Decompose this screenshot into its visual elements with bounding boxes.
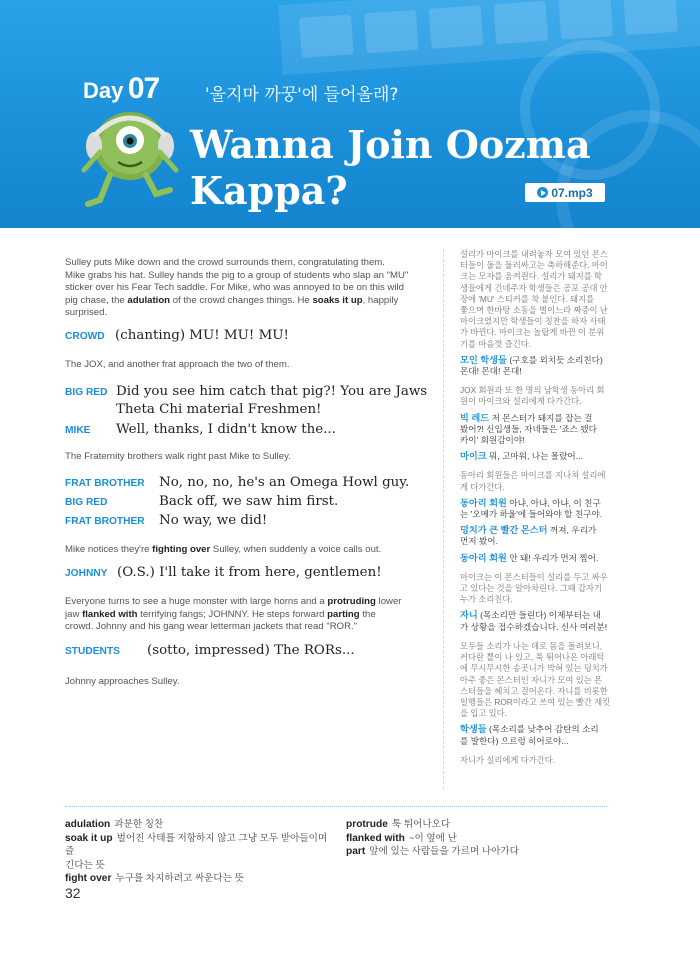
speaker-name: FRAT BROTHER bbox=[65, 515, 145, 527]
dialogue-text: (sotto, impressed) The RORs... bbox=[147, 642, 355, 658]
korean-dialogue: 덩치가 큰 빨간 몬스터 꺼져, 우리가 먼저 봤어. bbox=[460, 525, 597, 547]
narration: The JOX, and another frat approach the two of them. bbox=[65, 358, 290, 370]
speaker-name: BIG RED bbox=[65, 496, 108, 508]
play-icon bbox=[537, 187, 548, 198]
speaker-name: STUDENTS bbox=[65, 645, 120, 657]
dialogue-text: Back off, we saw him first. bbox=[159, 493, 339, 509]
narration: Everyone turns to see a huge monster with large horns and a protruding lower jaw flanked with terrifying fangs; JOHNNY. He steps forward parting the crowd. Johnny and his gang wear letterman jackets that read "ROR." bbox=[65, 596, 402, 632]
header-banner bbox=[0, 0, 700, 228]
speaker-name: MIKE bbox=[65, 425, 91, 436]
vocab-item: soak it up 벌어진 사태를 저항하지 않고 그냥 모두 받아들이며 즐 긴다는 뜻 bbox=[65, 832, 328, 871]
vocab-list-left bbox=[65, 818, 335, 886]
vocab-item: part 앞에 있는 사람들을 가르며 나아가다 bbox=[346, 846, 519, 857]
korean-dialogue: 마이크 뭐, 고마워, 나는 몰랐어... bbox=[460, 451, 583, 462]
audio-track-badge[interactable]: 07.mp3 bbox=[525, 183, 605, 202]
dialogue-line bbox=[65, 474, 430, 492]
korean-dialogue: 자니 (목소리만 들린다) 이제부터는 내 가 상황을 접수하겠습니다. 신사 여러분! bbox=[460, 610, 608, 632]
dialogue-text: (O.S.) I'll take it from here, gentlemen! bbox=[117, 565, 382, 580]
korean-narration: 설리가 마이크를 내려놓자 모여 있던 몬스 터들이 둘을 둘러싸고는 축하해준다. 마이 크는 모자를 움켜쥔다. 설리가 돼지를 학 생들에게 건네주자 학생들은 공포 공대 안 장에 'MU' 스티커를 착 붙인다. 돼지를 쫓으며 한바탕 소동을 벌이느라 짜증이 난 마이크였지만 학생들이 칭찬을 하자 사태 가 바뀐다. 마이크는 놀랍게 바뀐 이 분위 기를 마음껏 즐긴다. bbox=[460, 249, 608, 349]
korean-dialogue: 빅 레드 저 몬스터가 돼지를 잡는 걸 봤어?! 신입생들, 자네들은 '죠스 됐다 카이' 회원감이야! bbox=[460, 412, 597, 446]
korean-translation bbox=[443, 249, 626, 789]
page-number: 32 bbox=[65, 885, 81, 901]
vocab-list-right bbox=[346, 818, 606, 859]
speaker-name: FRAT BROTHER bbox=[65, 477, 145, 489]
dialogue-text: (chanting) MU! MU! MU! bbox=[115, 327, 289, 343]
narration: Sulley puts Mike down and the crowd surrounds them, congratulating them. Mike grabs his hat. Sulley hands the pig to a group of students who slap an "MU" sticker over his Fear Tech saddle. For Mike, who was annoyed to be on this wild pig chase, the adulation of the crowd changes things. He soaks it up, happily surprised. bbox=[65, 257, 409, 318]
vocab-divider bbox=[65, 806, 607, 807]
korean-dialogue: 동아리 회원 아냐, 아냐, 아냐, 이 친구 는 '오메가 하울'에 들어와야 할 친구야. bbox=[460, 497, 603, 520]
dialogue-text: Well, thanks, I didn't know the... bbox=[116, 422, 336, 437]
dialogue-text: Did you see him catch that pig?! You are Jaws Theta Chi material Freshmen! bbox=[116, 384, 428, 417]
korean-narration: 마이크는 이 몬스터들이 설리를 두고 싸우 고 있다는 것을 알아차린다. 그때 갑자기 누가 소리친다. bbox=[460, 571, 608, 605]
vocab-item: fight over 누구를 차지하려고 싸운다는 뜻 bbox=[65, 873, 244, 884]
speaker-name: CROWD bbox=[65, 330, 105, 342]
vocab-item: flanked with ~이 옆에 난 bbox=[346, 832, 457, 844]
dialogue-text: No, no, no, he's an Omega Howl guy. bbox=[159, 474, 410, 490]
korean-dialogue: 동아리 회원 안 돼! 우리가 먼저 찜어. bbox=[460, 552, 599, 563]
korean-narration: JOX 회원과 또 한 명의 남학생 동아리 회 원이 마이크와 설리에게 다가간다. bbox=[460, 385, 605, 407]
day-label: Day 07 bbox=[83, 72, 160, 105]
dialogue-line bbox=[65, 327, 430, 345]
speaker-name: JOHNNY bbox=[65, 568, 108, 579]
speaker-name: BIG RED bbox=[65, 387, 108, 398]
korean-dialogue: 학생들 (목소리를 낮추어 감탄의 소리 를 발한다) 으르렁 히어로야... bbox=[460, 724, 599, 746]
narration: Johnny approaches Sulley. bbox=[65, 675, 180, 687]
korean-narration: 동아리 회원들은 마이크를 지나쳐 설리에 게 다가간다. bbox=[460, 470, 606, 492]
dialogue-line bbox=[65, 564, 430, 582]
dialogue-text: No way, we did! bbox=[159, 512, 268, 528]
korean-narration: 모두들 소리가 나는 데로 몸을 돌려보니, 커다란 뿔이 나 있고, 툭 튀어나온 아래턱 에 무시무시한 송곳니가 박혀 있는 덩치가 아주 좋은 몬스터인 자니가 모여 있는 몬 스터들을 헤치고 걸어온다. 자니를 비롯한 일행들은 ROR이라고 쓰여 있는 빨간 재킷 을 입고 있다. bbox=[460, 640, 611, 719]
vocab-item: adulation 과분한 칭찬 bbox=[65, 819, 164, 830]
dialogue-line bbox=[65, 512, 430, 530]
korean-dialogue: 모인 학생들 (구호를 외치듯 소리친다) 몬대! 몬대! 몬대! bbox=[460, 354, 603, 377]
page-title: Wanna Join Oozma Kappa? bbox=[190, 122, 591, 213]
narration: The Fraternity brothers walk right past Mike to Sulley. bbox=[65, 451, 291, 462]
narration: Mike notices they're fighting over Sulley, when suddenly a voice calls out. bbox=[65, 543, 382, 555]
dialogue-line bbox=[65, 383, 430, 419]
dialogue-line bbox=[65, 493, 430, 511]
mike-mascot-illustration bbox=[60, 90, 190, 220]
korean-subtitle: '울지마 까꿍'에 들어올래? bbox=[205, 85, 399, 105]
vocab-item: protrude 툭 튀어나오다 bbox=[346, 819, 451, 830]
dialogue-line bbox=[65, 421, 430, 439]
dialogue-line bbox=[65, 642, 430, 660]
english-script bbox=[65, 257, 430, 688]
korean-narration: 자니가 설리에게 다가간다. bbox=[460, 754, 556, 765]
